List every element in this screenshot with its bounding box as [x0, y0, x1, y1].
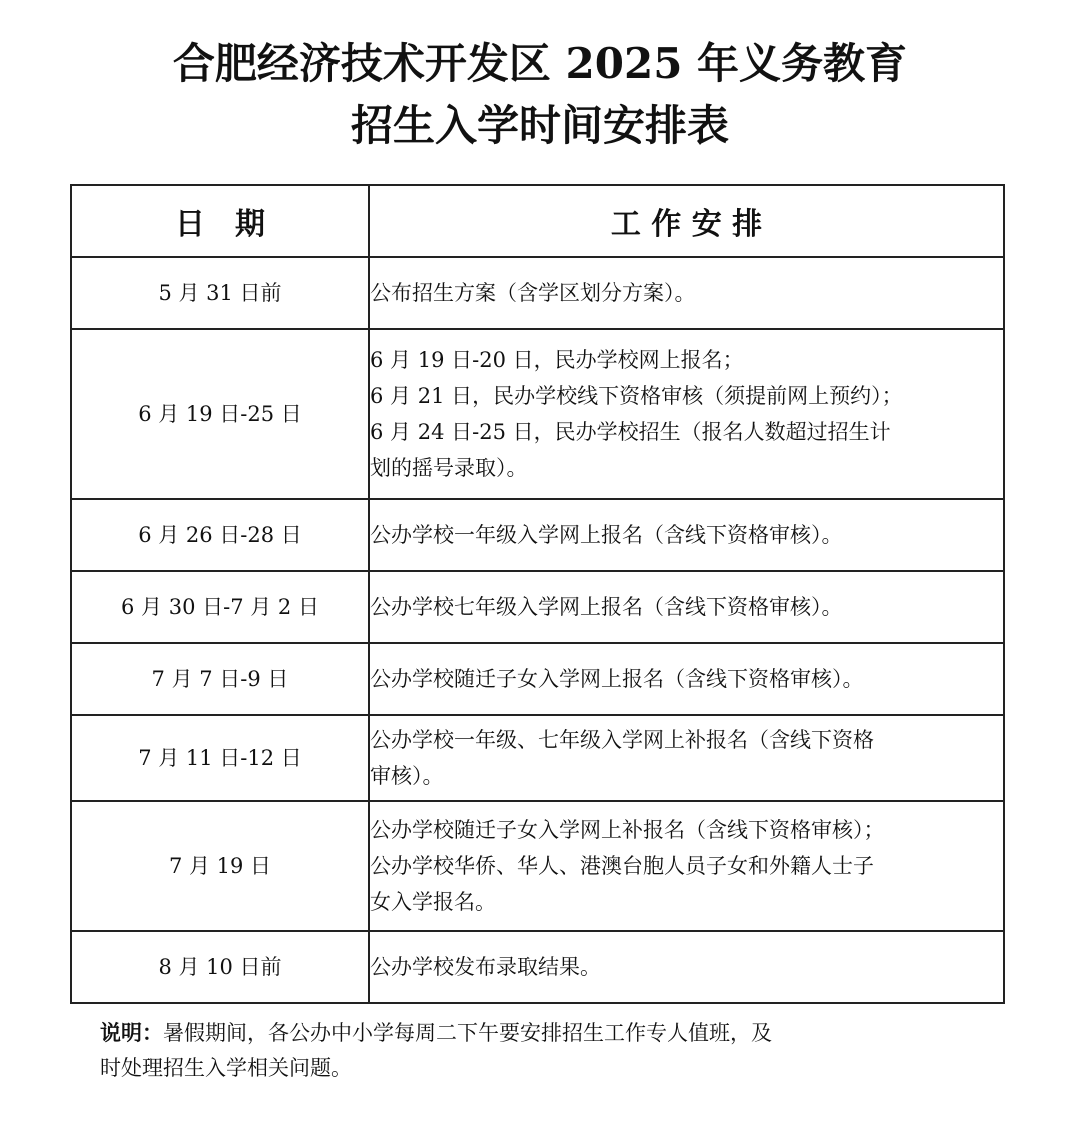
task-line: 公办学校一年级、七年级入学网上补报名（含线下资格 — [370, 728, 874, 752]
table-row — [71, 715, 1004, 801]
column-header-date: 日 期 — [71, 185, 369, 257]
row-date: 7 月 19 日 — [71, 801, 369, 931]
table-row — [71, 499, 1004, 571]
row-task — [369, 571, 1004, 643]
explanation-note — [100, 1015, 990, 1086]
row-task — [369, 329, 1004, 499]
row-date: 6 月 30 日-7 月 2 日 — [71, 571, 369, 643]
task-line: 公布招生方案（含学区划分方案）。 — [370, 281, 696, 305]
task-line: 6 月 24 日-25 日，民办学校招生（报名人数超过招生计 — [370, 420, 891, 444]
task-line: 审核）。 — [370, 764, 444, 788]
table-row — [71, 257, 1004, 329]
task-line: 公办学校七年级入学网上报名（含线下资格审核）。 — [370, 595, 843, 619]
note-line-1 — [100, 1015, 990, 1051]
task-line: 6 月 21 日，民办学校线下资格审核（须提前网上预约）； — [370, 384, 903, 408]
table-row — [71, 801, 1004, 931]
row-task — [369, 257, 1004, 329]
task-line: 公办学校一年级入学网上报名（含线下资格审核）。 — [370, 523, 843, 547]
table-row — [71, 643, 1004, 715]
row-task — [369, 715, 1004, 801]
document-title-line-2: 招生入学时间安排表 — [350, 101, 729, 150]
note-text-1: 暑假期间，各公办中小学每周二下午要安排招生工作专人值班，及 — [163, 1021, 772, 1045]
row-date: 5 月 31 日前 — [71, 257, 369, 329]
row-date: 7 月 11 日-12 日 — [71, 715, 369, 801]
task-line: 公办学校发布录取结果。 — [370, 955, 601, 979]
table-header-row — [71, 185, 1004, 257]
row-task — [369, 931, 1004, 1003]
task-line: 女入学报名。 — [370, 890, 496, 914]
note-label: 说明： — [100, 1020, 163, 1045]
schedule-table-body — [71, 257, 1004, 1003]
note-line-2: 时处理招生入学相关问题。 — [100, 1056, 352, 1080]
task-line: 公办学校随迁子女入学网上补报名（含线下资格审核）； — [370, 818, 885, 842]
row-date: 7 月 7 日-9 日 — [71, 643, 369, 715]
task-line: 公办学校随迁子女入学网上报名（含线下资格审核）。 — [370, 667, 864, 691]
table-row — [71, 571, 1004, 643]
table-row — [71, 329, 1004, 499]
row-task — [369, 643, 1004, 715]
document-title-line-1: 合肥经济技术开发区 2025 年义务教育 — [172, 39, 908, 88]
row-task — [369, 801, 1004, 931]
column-header-task: 工 作 安 排 — [369, 185, 1004, 257]
row-date: 8 月 10 日前 — [71, 931, 369, 1003]
task-line: 划的摇号录取）。 — [370, 456, 528, 480]
task-line: 6 月 19 日-20 日，民办学校网上报名； — [370, 348, 744, 372]
table-row — [71, 931, 1004, 1003]
schedule-table — [70, 184, 1005, 1004]
row-task — [369, 499, 1004, 571]
row-date: 6 月 19 日-25 日 — [71, 329, 369, 499]
task-line: 公办学校华侨、华人、港澳台胞人员子女和外籍人士子 — [370, 854, 874, 878]
row-date: 6 月 26 日-28 日 — [71, 499, 369, 571]
